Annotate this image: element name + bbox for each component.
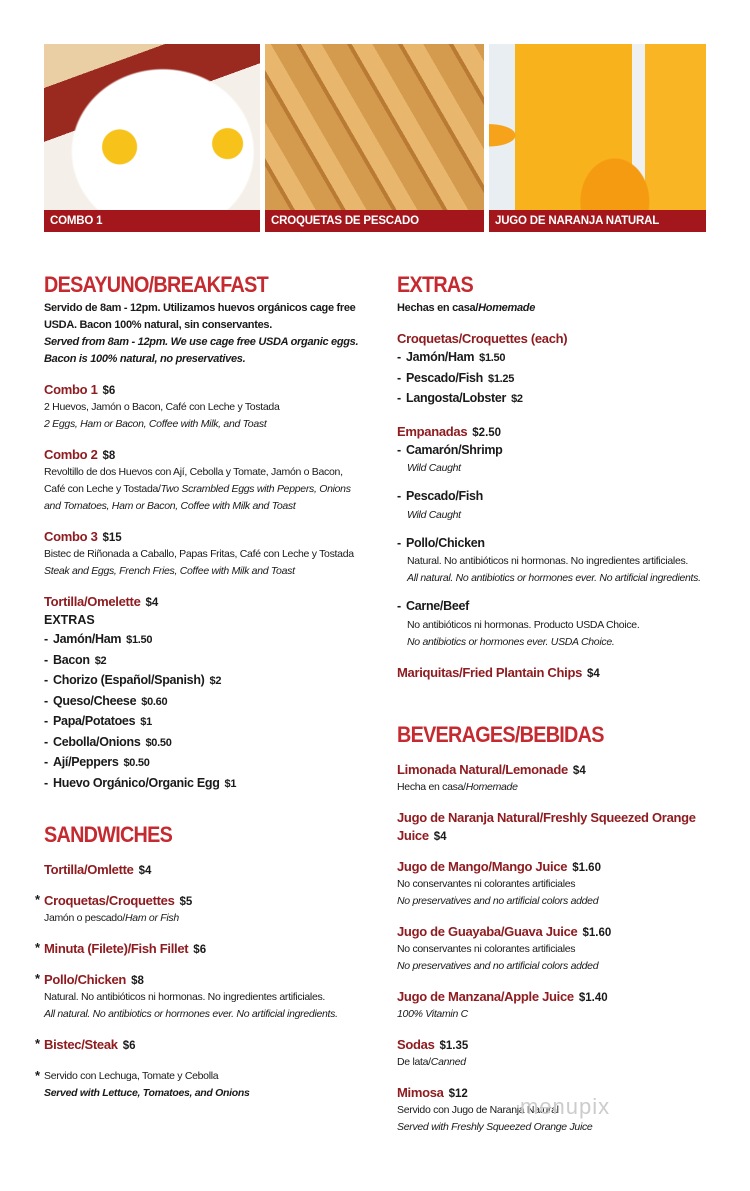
breakfast-items	[44, 381, 364, 580]
sub-item-name: Queso/Cheese	[53, 693, 137, 708]
description-es: Bistec de Riñonada a Caballo, Papas Fritas, Café con Leche y Tostada	[44, 548, 354, 560]
menu-item	[35, 971, 364, 1023]
sub-item-price: $0.60	[141, 695, 168, 708]
dash: -	[397, 350, 401, 364]
dash: -	[44, 652, 48, 667]
description-en: All natural. No antibiotics or hormones ever. No artificial ingredients.	[44, 1008, 338, 1020]
item-description	[397, 779, 727, 796]
description-en: 100% Vitamin C	[397, 1008, 468, 1020]
description-es: Hecha en casa/	[397, 781, 466, 793]
sub-item-name: Pollo/Chicken	[406, 535, 485, 550]
sub-item	[44, 651, 364, 672]
sub-item-name: Jamón/Ham	[406, 350, 475, 364]
sub-item-name: Langosta/Lobster	[406, 391, 507, 405]
item-name: Combo 3	[44, 529, 98, 544]
sub-item	[397, 534, 717, 588]
description-es: Revoltillo de dos Huevos con Ají, Cebolla y Tomate, Jamón o Bacon, Café con Leche y Tostada/	[44, 466, 343, 495]
menu-item	[397, 923, 727, 975]
dash: -	[44, 673, 48, 687]
sub-item-line	[397, 369, 717, 390]
description-es: Jamón o pescado/	[44, 912, 126, 924]
sub-description-en	[397, 570, 717, 587]
photo-caption: CROQUETAS DE PESCADO	[265, 210, 484, 232]
sub-item-name: Camarón/Shrimp	[406, 442, 503, 457]
description-es: De lata/	[397, 1056, 431, 1068]
dash: -	[44, 714, 48, 728]
sub-description-en	[397, 634, 717, 651]
sub-item	[397, 487, 717, 524]
sub-item-price: $0.50	[123, 757, 150, 769]
sub-item-name: Huevo Orgánico/Organic Egg	[53, 775, 220, 790]
description-en: No preservatives and no artificial colors added	[397, 895, 599, 907]
photo-combo-1	[44, 44, 260, 232]
sub-item-line	[397, 441, 717, 461]
sub-item-price: $1	[140, 716, 152, 728]
sub-item	[44, 774, 364, 795]
breakfast-intro	[44, 300, 364, 368]
menu-item	[397, 858, 727, 910]
menu-item	[35, 1036, 364, 1054]
dash: -	[44, 755, 48, 769]
dash: -	[397, 442, 401, 457]
sub-description-es: No antibióticos ni hormonas. Producto USDA Choice.	[407, 618, 640, 631]
sub-item-line	[44, 733, 364, 754]
beverages-section	[397, 722, 727, 1136]
item-description	[44, 546, 364, 580]
intro-es: Servido de 8am - 12pm. Utilizamos huevos orgánicos cage free USDA. Bacon 100% natural, sin conservantes.	[44, 302, 356, 331]
extras-subtitle	[397, 300, 717, 317]
beverage-items	[397, 761, 727, 1136]
sub-item-price: $1.50	[126, 634, 153, 646]
sub-item-price: $1.50	[479, 352, 506, 364]
description-en: Two Scrambled Eggs with Peppers, Onions and Tomatoes, Ham or Bacon, Coffee with Milk and Toast	[44, 483, 351, 512]
sub-item	[397, 348, 717, 369]
asterisk: *	[35, 971, 41, 986]
left-column	[35, 272, 364, 1099]
description-es: 2 Huevos, Jamón o Bacon, Café con Leche y Tostada	[44, 401, 280, 413]
item-description	[44, 464, 364, 515]
description-en: Canned	[430, 1056, 466, 1068]
dash: -	[44, 775, 48, 790]
item-name: Tortilla/Omelette	[44, 594, 141, 609]
asterisk: *	[35, 892, 41, 907]
sub-item-price: $2	[209, 675, 222, 687]
sub-item-price: $0.50	[145, 736, 172, 749]
item-description	[397, 941, 727, 975]
sub-item	[397, 441, 717, 478]
orange-juice-image	[489, 44, 706, 210]
sub-description-en	[397, 507, 717, 524]
description-en: Steak and Eggs, French Fries, Coffee with Milk and Toast	[44, 565, 295, 577]
item-price: $1.40	[578, 992, 608, 1004]
sub-description-en-text: Wild Caught	[407, 462, 461, 474]
sub-item	[397, 597, 717, 651]
sandwich-note	[35, 1068, 364, 1102]
sub-item-price: $1	[224, 777, 237, 790]
item-price: $4	[138, 865, 152, 877]
sub-item-line	[397, 534, 717, 554]
item-price: $12	[448, 1088, 468, 1100]
sub-item	[397, 369, 717, 390]
asterisk: *	[35, 1036, 41, 1051]
watermark: menupix	[520, 1094, 611, 1119]
item-price: $4	[433, 831, 447, 843]
omelette-extras-list	[44, 630, 364, 794]
menu-item	[397, 988, 727, 1023]
sub-item	[44, 630, 364, 651]
sub-item	[44, 692, 364, 713]
note-en-text: Served with Lettuce, Tomatoes, and Onions	[44, 1087, 250, 1099]
menu-item	[44, 446, 364, 515]
item-name: Combo 1	[44, 382, 98, 397]
item-name: Jugo de Mango/Mango Juice	[397, 859, 568, 874]
description-es: No conservantes ni colorantes artificiales	[397, 943, 576, 955]
item-description	[397, 876, 727, 910]
item-price: $1.60	[572, 862, 601, 874]
item-price: $8	[102, 450, 116, 462]
sub-item-line	[397, 487, 717, 507]
sub-item-line	[44, 712, 364, 733]
item-price: $4	[587, 667, 600, 680]
dash: -	[397, 599, 401, 613]
item-price: $1.35	[439, 1040, 469, 1052]
sub-item-line	[44, 692, 364, 713]
item-price: $6	[122, 1040, 136, 1052]
section-title: EXTRAS	[397, 272, 473, 297]
item-name: Combo 2	[44, 447, 98, 462]
sub-item-name: Pescado/Fish	[406, 370, 483, 385]
item-description	[44, 989, 364, 1023]
sub-item-name: Ají/Peppers	[53, 755, 119, 769]
dash: -	[44, 734, 48, 749]
omelette-item	[44, 593, 364, 794]
subtitle-es: Hechas en casa/	[397, 302, 479, 314]
item-price: $8	[131, 975, 144, 987]
menu-item	[397, 809, 727, 845]
section-title: SANDWICHES	[44, 822, 173, 847]
item-name: Tortilla/Omlette	[44, 862, 134, 877]
item-name: Croquetas/Croquettes (each)	[397, 331, 568, 346]
subtitle-en: Homemade	[478, 302, 536, 314]
sub-item	[44, 671, 364, 692]
mariquitas-item	[397, 664, 717, 682]
sub-item-line	[397, 597, 717, 617]
sub-item	[44, 753, 364, 774]
asterisk: *	[35, 940, 41, 955]
description-es: Servido con Jugo de Naranja Natural	[397, 1104, 559, 1116]
croquettes-image	[265, 44, 484, 210]
sub-item-name: Cebolla/Onions	[53, 734, 141, 749]
menu-item	[44, 528, 364, 580]
sub-item-line	[397, 348, 717, 369]
sub-description-en-text: No antibiotics or hormones ever. USDA Choice.	[407, 635, 615, 648]
extras-section	[397, 272, 717, 682]
sub-item-price: $2	[511, 393, 523, 405]
item-name: Jugo de Guayaba/Guava Juice	[397, 924, 578, 939]
item-description	[44, 910, 364, 927]
item-name: Jugo de Naranja Natural/Freshly Squeezed Orange Juice	[397, 810, 696, 843]
sub-item-name: Bacon	[53, 652, 90, 667]
description-en: No preservatives and no artificial colors added	[397, 960, 599, 972]
item-name: Mimosa	[397, 1085, 444, 1100]
dash: -	[397, 535, 401, 550]
description-es: No conservantes ni colorantes artificiales	[397, 878, 576, 890]
sandwich-items	[35, 861, 364, 1054]
breakfast-section	[44, 272, 364, 794]
item-name: Croquetas/Croquettes	[44, 893, 175, 908]
item-name: Bistec/Steak	[44, 1037, 118, 1052]
sub-item	[44, 733, 364, 754]
item-name: Sodas	[397, 1037, 435, 1052]
dash: -	[397, 489, 401, 503]
item-price: $6	[193, 944, 207, 956]
menu-item	[397, 761, 727, 796]
item-name: Pollo/Chicken	[44, 972, 127, 987]
sub-item-price: $2	[94, 654, 107, 667]
empanadas-group	[397, 423, 717, 651]
sub-item	[44, 712, 364, 733]
dash: -	[397, 370, 401, 385]
item-name: Limonada Natural/Lemonade	[397, 762, 568, 777]
intro-en: Served from 8am - 12pm. We use cage free USDA organic eggs. Bacon is 100% natural, no preservatives.	[44, 336, 359, 365]
dash: -	[397, 391, 401, 405]
photo-jugo	[489, 44, 706, 232]
menu-item	[35, 940, 364, 958]
sub-description-en-text: Wild Caught	[407, 508, 461, 521]
sub-description-es: Natural. No antibióticos ni hormonas. No ingredientes artificiales.	[407, 555, 689, 567]
sub-item	[397, 389, 717, 410]
item-price: $4	[572, 765, 586, 777]
description-en: 2 Eggs, Ham or Bacon, Coffee with Milk, and Toast	[44, 418, 267, 430]
item-name: Minuta (Filete)/Fish Fillet	[44, 941, 189, 956]
description-en: Ham or Fish	[125, 912, 179, 924]
dash: -	[44, 632, 48, 646]
item-description	[397, 1006, 727, 1023]
note-en	[44, 1085, 364, 1102]
description-es: Natural. No antibióticos ni hormonas. No ingredientes artificiales.	[44, 991, 326, 1003]
item-name: Mariquitas/Fried Plantain Chips	[397, 664, 583, 680]
sub-item-line	[44, 651, 364, 672]
photo-caption: JUGO DE NARANJA NATURAL	[489, 210, 706, 232]
sub-item-line	[397, 389, 717, 410]
sub-item-name: Papa/Potatoes	[53, 714, 136, 728]
dash: -	[44, 693, 48, 708]
sub-item-line	[44, 774, 364, 795]
photo-caption: COMBO 1	[44, 210, 260, 232]
breakfast-image	[44, 44, 260, 210]
sub-item-line	[44, 671, 364, 692]
section-title: BEVERAGES/BEBIDAS	[397, 722, 604, 747]
extras-label: EXTRAS	[44, 613, 95, 627]
section-title: DESAYUNO/BREAKFAST	[44, 272, 268, 297]
item-price: $4	[145, 597, 159, 609]
item-description	[44, 399, 364, 433]
item-price: $1.60	[582, 927, 612, 939]
item-description	[397, 1054, 727, 1071]
sub-item-name: Jamón/Ham	[53, 632, 122, 646]
note-es: Servido con Lechuga, Tomate y Cebolla	[44, 1070, 219, 1082]
item-price: $5	[179, 896, 193, 908]
sub-item-line	[44, 753, 364, 774]
sub-item-name: Chorizo (Español/Spanish)	[53, 673, 205, 687]
sub-item-name: Pescado/Fish	[406, 489, 483, 503]
description-en: Served with Freshly Squeezed Orange Juice	[397, 1121, 593, 1133]
sub-description-en	[397, 460, 717, 477]
sub-item-price: $1.25	[488, 372, 515, 385]
sub-item-line	[44, 630, 364, 651]
menu-item	[44, 861, 364, 879]
item-price: $6	[102, 385, 116, 397]
sub-item-name: Carne/Beef	[406, 599, 469, 613]
description-en: Homemade	[465, 781, 518, 793]
sandwiches-section	[35, 822, 364, 1102]
photo-croquetas	[265, 44, 484, 232]
item-name: Jugo de Manzana/Apple Juice	[397, 989, 574, 1004]
menu-item	[397, 1036, 727, 1071]
item-price: $15	[102, 532, 122, 544]
menu-item	[35, 892, 364, 927]
sub-description-en-text: All natural. No antibiotics or hormones ever. No artificial ingredients.	[407, 572, 701, 584]
asterisk: *	[35, 1068, 41, 1083]
croquettes-group	[397, 330, 717, 410]
menu-item	[44, 381, 364, 433]
empanadas-list	[397, 441, 717, 651]
croquettes-list	[397, 348, 717, 410]
item-price: $2.50	[472, 426, 502, 439]
item-name: Empanadas	[397, 423, 468, 439]
